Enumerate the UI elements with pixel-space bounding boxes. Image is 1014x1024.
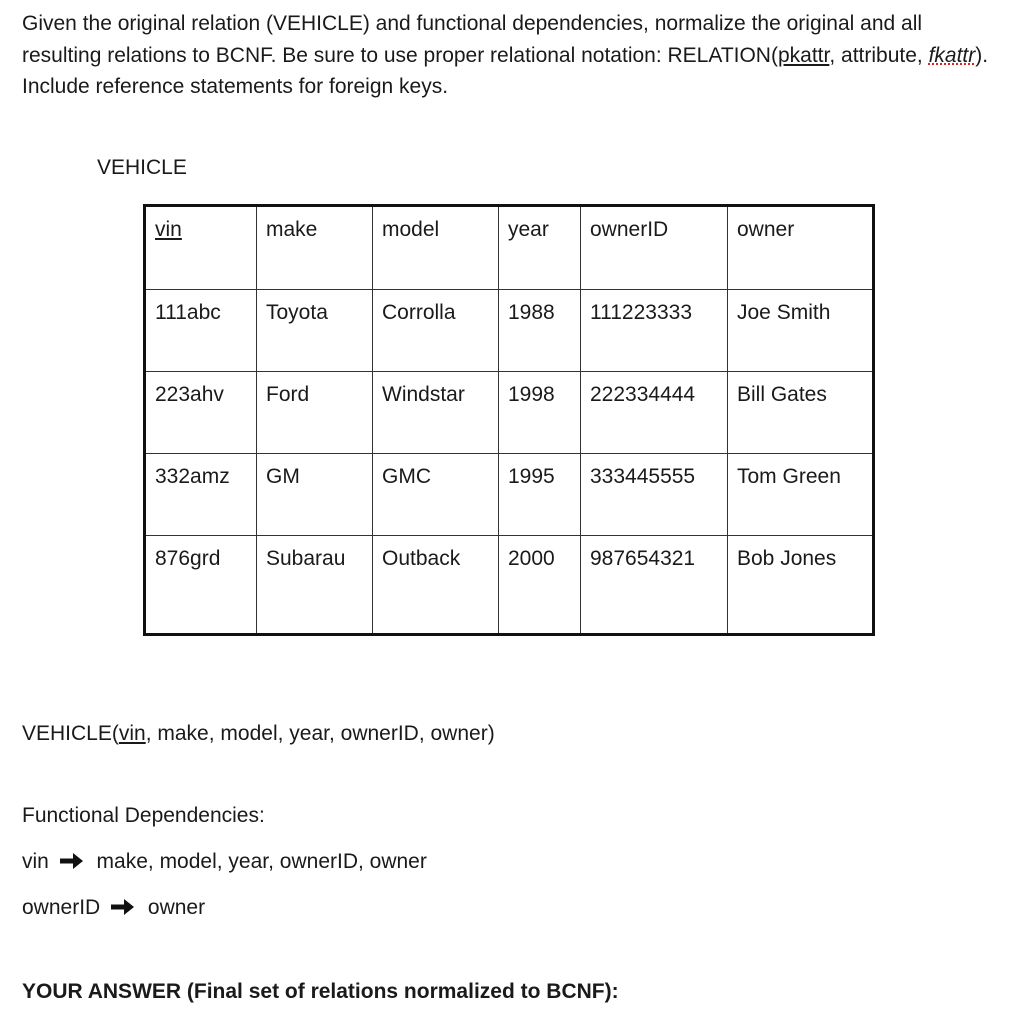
cell-model: Corrolla — [373, 290, 499, 372]
cell-year: 2000 — [499, 536, 581, 635]
table-row — [145, 372, 874, 454]
fk-example: fkattr — [928, 43, 976, 67]
table-row — [145, 290, 874, 372]
column-header-owner-id: ownerID — [581, 206, 728, 290]
table-header-row — [145, 206, 874, 290]
column-header-make: make — [257, 206, 373, 290]
prompt-text-3: ). Include reference statements for foreign keys. — [22, 43, 989, 98]
pk-example: pkattr — [777, 43, 830, 67]
table-title: VEHICLE — [97, 156, 187, 179]
cell-model: GMC — [373, 454, 499, 536]
cell-year: 1998 — [499, 372, 581, 454]
table-row — [145, 536, 874, 635]
fd-determinant: vin — [22, 850, 49, 873]
fd-dependents: make, model, year, ownerID, owner — [96, 850, 427, 873]
functional-dependency — [22, 896, 205, 920]
cell-vin: 223ahv — [145, 372, 257, 454]
fd-determinant: ownerID — [22, 896, 101, 919]
cell-owner: Tom Green — [728, 454, 874, 536]
column-header-model: model — [373, 206, 499, 290]
relation-primary-key: vin — [118, 722, 146, 745]
cell-vin: 876grd — [145, 536, 257, 635]
cell-make: Toyota — [257, 290, 373, 372]
cell-year: 1988 — [499, 290, 581, 372]
relation-name: VEHICLE( — [22, 722, 119, 745]
prompt-text-2: , attribute, — [829, 43, 929, 67]
right-arrow-icon — [59, 851, 85, 871]
cell-owner: Bob Jones — [728, 536, 874, 635]
cell-make: Subarau — [257, 536, 373, 635]
cell-owner-id: 222334444 — [581, 372, 728, 454]
prompt-text-1: Given the original relation (VEHICLE) and functional dependencies, normalize the original and all resulting relations to BCNF. Be sure to use proper relational notation: RELATION( — [22, 12, 923, 67]
cell-vin: 111abc — [145, 290, 257, 372]
vehicle-table — [143, 204, 875, 636]
relation-schema — [22, 722, 495, 746]
column-header-year: year — [499, 206, 581, 290]
cell-make: GM — [257, 454, 373, 536]
answer-heading: YOUR ANSWER (Final set of relations normalized to BCNF): — [22, 980, 619, 1003]
cell-model: Windstar — [373, 372, 499, 454]
column-header-vin: vin — [145, 206, 257, 290]
question-prompt — [22, 8, 1002, 103]
relation-attributes: , make, model, year, ownerID, owner) — [145, 722, 495, 745]
cell-owner-id: 111223333 — [581, 290, 728, 372]
cell-owner: Bill Gates — [728, 372, 874, 454]
table-row — [145, 454, 874, 536]
cell-owner: Joe Smith — [728, 290, 874, 372]
fd-heading: Functional Dependencies: — [22, 804, 265, 827]
cell-owner-id: 987654321 — [581, 536, 728, 635]
right-arrow-icon — [110, 897, 136, 917]
cell-make: Ford — [257, 372, 373, 454]
fd-dependents: owner — [147, 896, 206, 919]
column-header-owner: owner — [728, 206, 874, 290]
cell-owner-id: 333445555 — [581, 454, 728, 536]
cell-model: Outback — [373, 536, 499, 635]
functional-dependency — [22, 850, 427, 874]
cell-year: 1995 — [499, 454, 581, 536]
cell-vin: 332amz — [145, 454, 257, 536]
